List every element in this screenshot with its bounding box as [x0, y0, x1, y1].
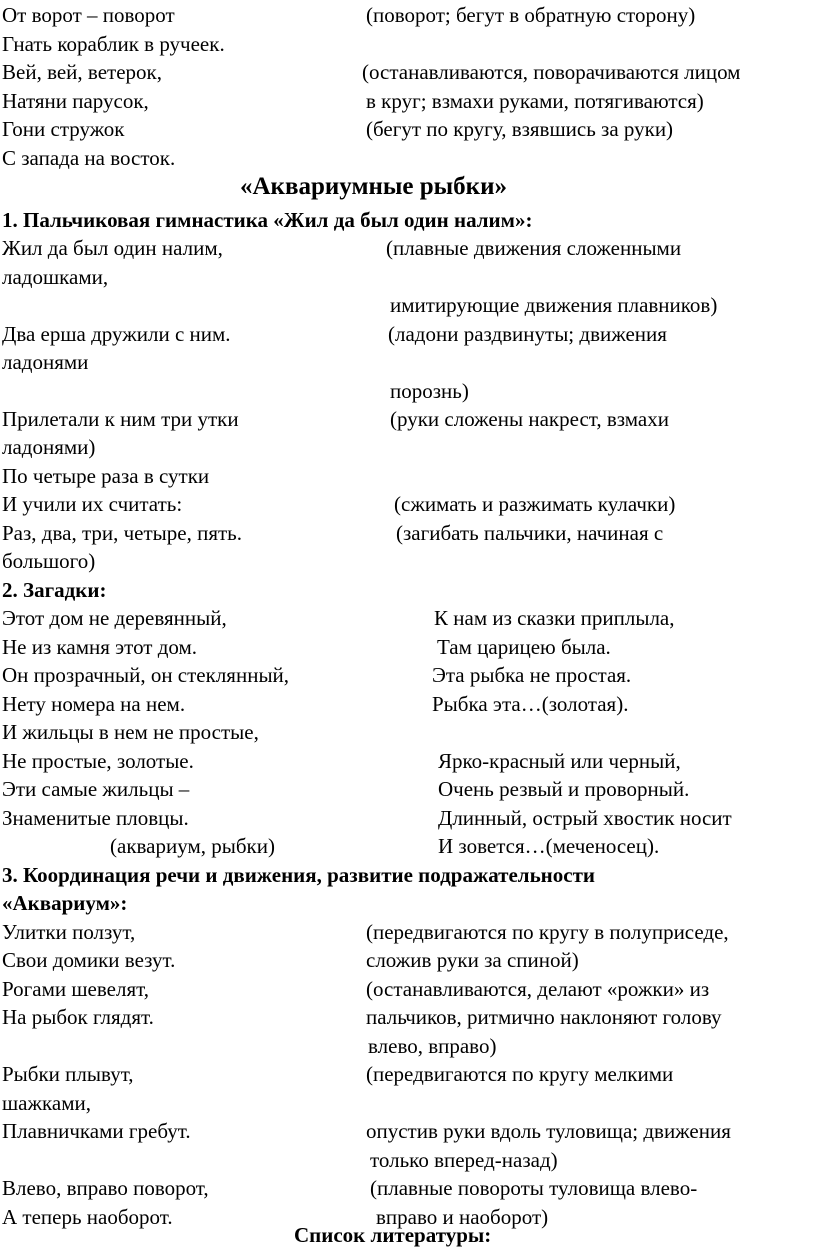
text-line: сложив руки за спиной)	[366, 948, 579, 972]
text-line: большого)	[2, 549, 96, 573]
section-heading: Список литературы:	[294, 1223, 492, 1247]
text-line: опустив руки вдоль туловища; движения	[366, 1119, 731, 1143]
text-line: Этот дом не деревянный,	[2, 606, 227, 630]
text-line: в круг; взмахи руками, потягиваются)	[366, 89, 704, 113]
text-line: А теперь наоборот.	[2, 1205, 173, 1229]
text-line: Вей, вей, ветерок,	[2, 60, 162, 84]
text-line: К нам из сказки приплыла,	[434, 606, 675, 630]
section-heading: 2. Загадки:	[2, 578, 107, 602]
text-line: Раз, два, три, четыре, пять.	[2, 521, 243, 545]
text-line: ладошками,	[2, 265, 109, 289]
text-line: Натяни парусок,	[2, 89, 149, 113]
text-line: Рыбки плывут,	[2, 1062, 134, 1086]
text-line: Очень резвый и проворный.	[438, 777, 690, 801]
text-line: ладонями)	[2, 435, 96, 459]
text-line: С запада на восток.	[2, 146, 176, 170]
text-line: (передвигаются по кругу в полуприседе,	[366, 920, 729, 944]
text-line: Влево, вправо поворот,	[2, 1176, 209, 1200]
text-line: Рогами шевелят,	[2, 977, 149, 1001]
text-line: (останавливаются, поворачиваются лицом	[362, 60, 741, 84]
text-line: (ладони раздвинуты; движения	[388, 322, 667, 346]
text-line: Длинный, острый хвостик носит	[438, 806, 732, 830]
text-line: Свои домики везут.	[2, 948, 176, 972]
text-line: Эти самые жильцы –	[2, 777, 190, 801]
text-line: Гони стружок	[2, 117, 125, 141]
text-line: только вперед-назад)	[370, 1148, 558, 1172]
section-heading: 3. Координация речи и движения, развитие подражательности	[2, 863, 596, 887]
text-line: (плавные повороты туловища влево-	[370, 1176, 698, 1200]
text-line: Там царицею была.	[437, 635, 611, 659]
text-line: (сжимать и разжимать кулачки)	[394, 492, 676, 516]
text-line: (поворот; бегут в обратную сторону)	[366, 3, 696, 27]
text-line: Знаменитые пловцы.	[2, 806, 189, 830]
text-line: И жильцы в нем не простые,	[2, 720, 259, 744]
text-line: (передвигаются по кругу мелкими	[366, 1062, 674, 1086]
text-line: (плавные движения сложенными	[386, 236, 682, 260]
text-line: (останавливаются, делают «рожки» из	[366, 977, 710, 1001]
text-line: вправо и наоборот)	[376, 1205, 549, 1229]
section-title: «Аквариумные рыбки»	[240, 173, 507, 200]
text-line: Жил да был один налим,	[2, 236, 223, 260]
text-line: На рыбок глядят.	[2, 1005, 154, 1029]
text-line: (загибать пальчики, начиная с	[396, 521, 664, 545]
text-line: И учили их считать:	[2, 492, 183, 516]
text-line: имитирующие движения плавников)	[390, 293, 718, 317]
text-line: Нету номера на нем.	[2, 692, 186, 716]
text-line: Не из камня этот дом.	[2, 635, 198, 659]
text-line: Улитки ползут,	[2, 920, 136, 944]
text-line: Ярко-красный или черный,	[438, 749, 681, 773]
text-line: Два ерша дружили с ним.	[2, 322, 231, 346]
text-line: (руки сложены накрест, взмахи	[390, 407, 669, 431]
text-line: влево, вправо)	[368, 1034, 497, 1058]
text-line: ладонями	[2, 350, 89, 374]
text-line: По четыре раза в сутки	[2, 464, 210, 488]
text-line: Эта рыбка не простая.	[432, 663, 632, 687]
text-line: Прилетали к ним три утки	[2, 407, 239, 431]
text-line: Рыбка эта…(золотая).	[432, 692, 629, 716]
text-line: И зовется…(меченосец).	[438, 834, 660, 858]
text-line: От ворот – поворот	[2, 3, 175, 27]
text-line: Плавничками гребут.	[2, 1119, 191, 1143]
text-line: Гнать кораблик в ручеек.	[2, 32, 225, 56]
text-line: (аквариум, рыбки)	[110, 834, 275, 858]
text-line: Не простые, золотые.	[2, 749, 194, 773]
text-line: Он прозрачный, он стеклянный,	[2, 663, 290, 687]
section-heading: 1. Пальчиковая гимнастика «Жил да был один налим»:	[2, 208, 533, 232]
text-line: пальчиков, ритмично наклоняют голову	[366, 1005, 722, 1029]
text-line: порознь)	[390, 379, 469, 403]
section-heading: «Аквариум»:	[2, 891, 128, 915]
text-line: шажками,	[2, 1091, 91, 1115]
text-line: (бегут по кругу, взявшись за руки)	[366, 117, 674, 141]
